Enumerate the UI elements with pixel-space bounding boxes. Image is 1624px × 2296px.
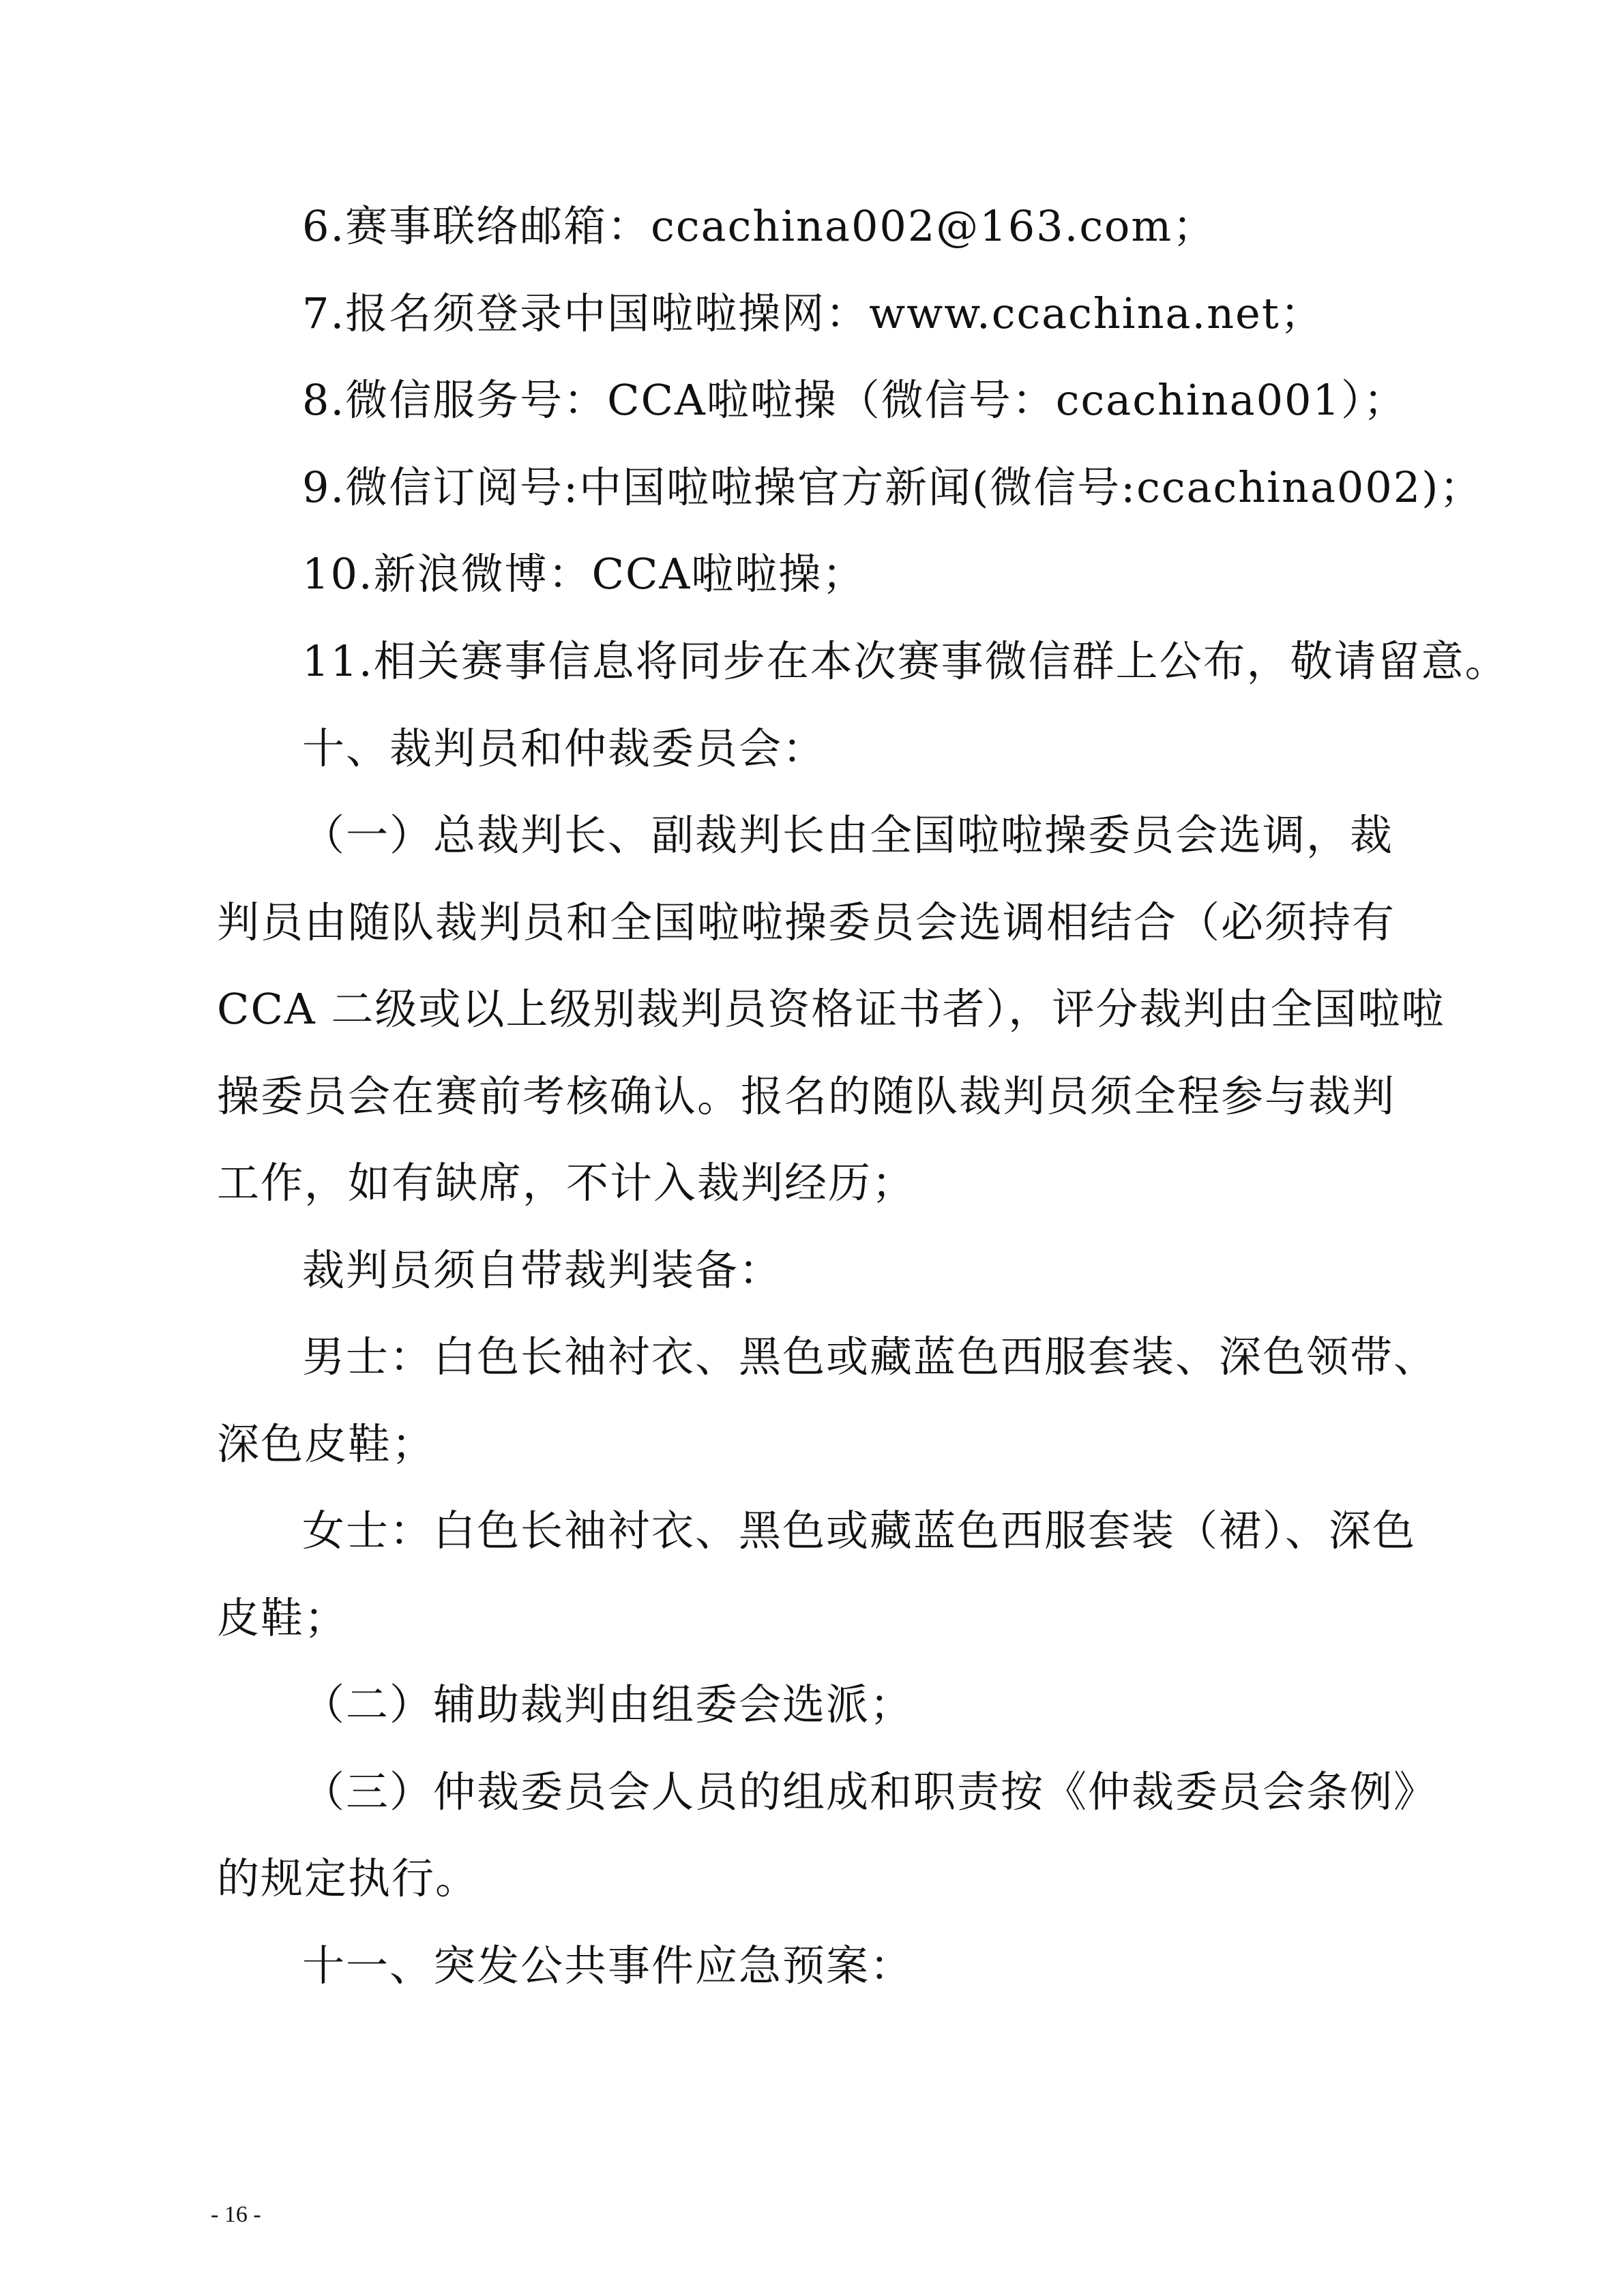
paragraph-line: CCA 二级或以上级别裁判员资格证书者），评分裁判由全国啦啦 — [217, 984, 1445, 1034]
paragraph-line: （一）总裁判长、副裁判长由全国啦啦操委员会选调，裁 — [302, 810, 1394, 860]
arbitration-line: 的规定执行。 — [217, 1853, 479, 1903]
event-info-line: 11.相关赛事信息将同步在本次赛事微信群上公布，敬请留意。 — [302, 636, 1509, 686]
page-number: - 16 - — [211, 2202, 261, 2227]
section-heading-referees: 十、裁判员和仲裁委员会： — [302, 724, 827, 773]
men-attire-line: 男士：白色长袖衬衣、黑色或藏蓝色西服套装、深色领带、 — [302, 1332, 1438, 1382]
registration-site-line: 7.报名须登录中国啦啦操网：www.ccachina.net； — [302, 288, 1324, 338]
arbitration-line: （三）仲裁委员会人员的组成和职责按《仲裁委员会条例》 — [302, 1767, 1438, 1817]
women-attire-line: 皮鞋； — [217, 1593, 349, 1643]
paragraph-line: 判员由随队裁判员和全国啦啦操委员会选调相结合（必须持有 — [217, 897, 1396, 947]
wechat-service-line: 8.微信服务号：CCA啦啦操（微信号：ccachina001）； — [302, 375, 1407, 425]
paragraph-line: 工作，如有缺席，不计入裁判经历； — [217, 1158, 916, 1208]
assistant-referee-line: （二）辅助裁判由组委会选派； — [302, 1680, 914, 1729]
wechat-subscription-line: 9.微信订阅号:中国啦啦操官方新闻(微信号:ccachina002)； — [302, 462, 1483, 512]
men-attire-line: 深色皮鞋； — [217, 1419, 436, 1469]
paragraph-line: 操委员会在赛前考核确认。报名的随队裁判员须全程参与裁判 — [217, 1071, 1396, 1121]
section-heading-emergency: 十一、突发公共事件应急预案： — [302, 1941, 914, 1991]
weibo-line: 10.新浪微博：CCA啦啦操； — [302, 549, 866, 599]
women-attire-line: 女士：白色长袖衬衣、黑色或藏蓝色西服套装（裙）、深色 — [302, 1506, 1417, 1555]
contact-email-line: 6.赛事联络邮箱：ccachina002@163.com； — [302, 201, 1217, 251]
equipment-heading-line: 裁判员须自带裁判装备： — [302, 1245, 783, 1295]
